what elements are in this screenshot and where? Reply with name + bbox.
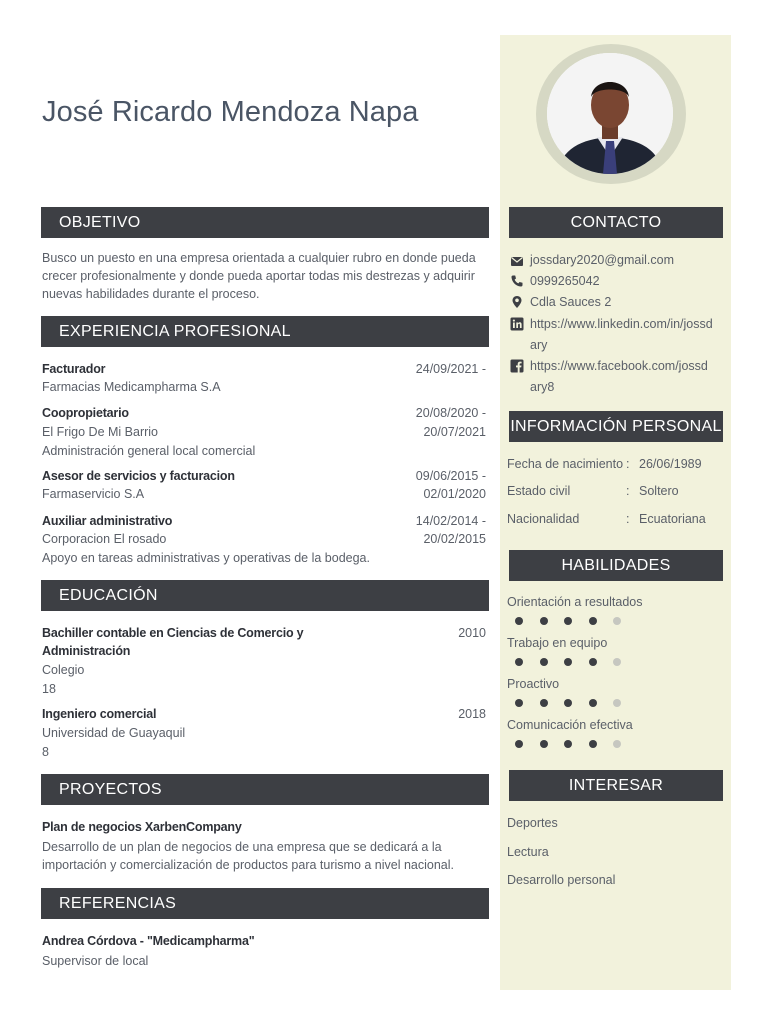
experience-end-date: 20/07/2021	[423, 425, 486, 439]
project-description-line: importación y comercialización de productos para turismo a nivel nacional.	[42, 858, 455, 872]
skill-dot-filled	[564, 699, 572, 707]
experience-company: Farmacias Medicampharma S.A	[42, 380, 221, 394]
experience-description: Administración general local comercial	[42, 444, 256, 458]
personal-label: Estado civil	[507, 484, 571, 498]
personal-value: Soltero	[639, 484, 679, 498]
interest-item: Lectura	[507, 845, 549, 859]
skill-dot-filled	[515, 740, 523, 748]
location-pin-icon	[510, 295, 524, 309]
contact-phone[interactable]: 0999265042	[530, 274, 600, 288]
objective-text-line: crecer profesionalmente y donde pueda aportar todas mis destrezas y adquirir	[42, 269, 475, 283]
contact-email[interactable]: jossdary2020@gmail.com	[530, 253, 675, 267]
skill-dot-filled	[540, 699, 548, 707]
skill-dot-filled	[540, 740, 548, 748]
experience-start-date: 14/02/2014 -	[415, 514, 486, 528]
section-skills-header: HABILIDADES	[509, 550, 723, 581]
section-objective-header: OBJETIVO	[41, 207, 489, 238]
linkedin-icon	[510, 317, 524, 331]
skill-dot-filled	[589, 617, 597, 625]
skill-dot-filled	[564, 617, 572, 625]
personal-separator: :	[626, 484, 630, 498]
education-year: 2018	[458, 707, 486, 721]
reference-name: Andrea Córdova - "Medicampharma"	[42, 934, 255, 948]
personal-value: Ecuatoriana	[639, 512, 706, 526]
education-title: Ingeniero comercial	[42, 707, 157, 721]
facebook-icon	[510, 359, 524, 373]
experience-start-date: 09/06/2015 -	[415, 469, 486, 483]
skill-name: Proactivo	[507, 677, 560, 691]
experience-end-date: 20/02/2015	[423, 532, 486, 546]
objective-text-line: nuevas habilidades durante el proceso.	[42, 287, 260, 301]
project-name: Plan de negocios XarbenCompany	[42, 820, 242, 834]
education-institution: Colegio	[42, 663, 85, 677]
project-description-line: Desarrollo de un plan de negocios de una empresa que se dedicará a la	[42, 840, 442, 854]
personal-separator: :	[626, 457, 630, 471]
section-experience-header: EXPERIENCIA PROFESIONAL	[41, 316, 489, 347]
education-title: Bachiller contable en Ciencias de Comercio y	[42, 626, 304, 640]
skill-dot-filled	[515, 658, 523, 666]
personal-label: Nacionalidad	[507, 512, 580, 526]
contact-facebook[interactable]: https://www.facebook.com/jossd	[530, 359, 708, 373]
education-title-cont: Administración	[42, 644, 131, 658]
education-extra: 8	[42, 745, 49, 759]
personal-label: Fecha de nacimiento	[507, 457, 624, 471]
skill-dot-filled	[515, 617, 523, 625]
skill-dot-filled	[589, 699, 597, 707]
phone-icon	[510, 274, 524, 288]
education-extra: 18	[42, 682, 56, 696]
skill-dot-empty	[613, 740, 621, 748]
section-interests-header: INTERESAR	[509, 770, 723, 801]
candidate-name: José Ricardo Mendoza Napa	[42, 96, 419, 128]
experience-company: Corporacion El rosado	[42, 532, 167, 546]
objective-text-line: Busco un puesto en una empresa orientada a cualquier rubro en donde pueda	[42, 251, 476, 265]
section-references-header: REFERENCIAS	[41, 888, 489, 919]
experience-start-date: 20/08/2020 -	[415, 406, 486, 420]
section-education-header: EDUCACIÓN	[41, 580, 489, 611]
contact-linkedin[interactable]: https://www.linkedin.com/in/jossd	[530, 317, 713, 331]
skill-dot-empty	[613, 699, 621, 707]
personal-value: 26/06/1989	[639, 457, 702, 471]
skill-dot-filled	[589, 740, 597, 748]
contact-facebook-cont[interactable]: ary8	[530, 380, 555, 394]
experience-role: Coopropietario	[42, 406, 129, 420]
section-contact-header: CONTACTO	[509, 207, 723, 238]
skill-name: Comunicación efectiva	[507, 718, 633, 732]
skill-dot-filled	[589, 658, 597, 666]
education-institution: Universidad de Guayaquil	[42, 726, 186, 740]
skill-dot-filled	[564, 658, 572, 666]
skill-name: Trabajo en equipo	[507, 636, 608, 650]
section-projects-header: PROYECTOS	[41, 774, 489, 805]
experience-role: Asesor de servicios y facturacion	[42, 469, 235, 483]
experience-start-date: 24/09/2021 -	[415, 362, 486, 376]
section-personal-header: INFORMACIÓN PERSONAL	[509, 411, 723, 442]
experience-company: Farmaservicio S.A	[42, 487, 145, 501]
skill-dot-filled	[515, 699, 523, 707]
education-year: 2010	[458, 626, 486, 640]
reference-role: Supervisor de local	[42, 954, 149, 968]
experience-description: Apoyo en tareas administrativas y operativas de la bodega.	[42, 551, 370, 565]
skill-dot-filled	[540, 658, 548, 666]
experience-company: El Frigo De Mi Barrio	[42, 425, 158, 439]
contact-linkedin-cont[interactable]: ary	[530, 338, 548, 352]
personal-separator: :	[626, 512, 630, 526]
interest-item: Desarrollo personal	[507, 873, 616, 887]
experience-role: Auxiliar administrativo	[42, 514, 173, 528]
experience-end-date: 02/01/2020	[423, 487, 486, 501]
experience-role: Facturador	[42, 362, 106, 376]
envelope-icon	[510, 254, 524, 268]
skill-name: Orientación a resultados	[507, 595, 643, 609]
contact-address: Cdla Sauces 2	[530, 295, 612, 309]
skill-dot-empty	[613, 617, 621, 625]
skill-dot-empty	[613, 658, 621, 666]
interest-item: Deportes	[507, 816, 558, 830]
profile-photo	[547, 53, 673, 174]
skill-dot-filled	[540, 617, 548, 625]
skill-dot-filled	[564, 740, 572, 748]
